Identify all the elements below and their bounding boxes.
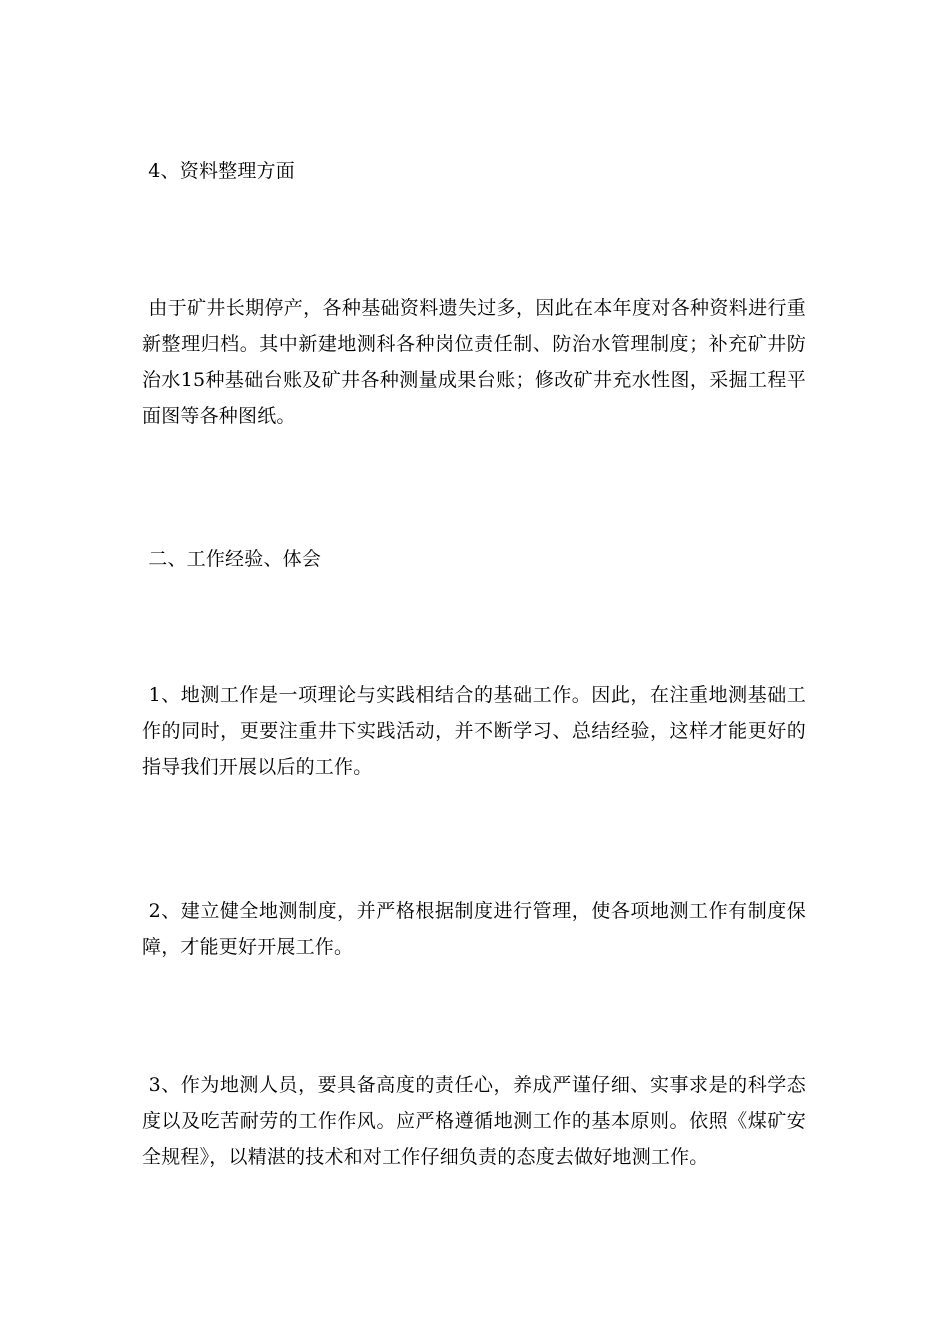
paragraph-experience-item-3: 3、作为地测人员，要具备高度的责任心，养成严谨仔细、实事求是的科学态度以及吃苦耐劳的工作作风。应严格遵循地测工作的基本原则。依照《煤矿安全规程》，以精湛的技术和对工作仔细负责的态度去做好地测工作。 xyxy=(142,1074,806,1168)
section-heading-data-organization: 4、资料整理方面 xyxy=(142,160,295,182)
paragraph-experience-item-1: 1、地测工作是一项理论与实践相结合的基础工作。因此，在注重地测基础工作的同时，更要注重井下实践活动，并不断学习、总结经验，这样才能更好的指导我们开展以后的工作。 xyxy=(142,684,806,778)
paragraph-experience-item-2: 2、建立健全地测制度，并严格根据制度进行管理，使各项地测工作有制度保障，才能更好开展工作。 xyxy=(142,900,806,958)
paragraph-data-organization-body: 由于矿井长期停产，各种基础资料遗失过多，因此在本年度对各种资料进行重新整理归档。其中新建地测科各种岗位责任制、防治水管理制度；补充矿井防治水15种基础台账及矿井各种测量成果台账；修改矿井充水性图，采掘工程平面图等各种图纸。 xyxy=(142,297,806,427)
section-heading-work-experience: 二、工作经验、体会 xyxy=(142,548,322,570)
